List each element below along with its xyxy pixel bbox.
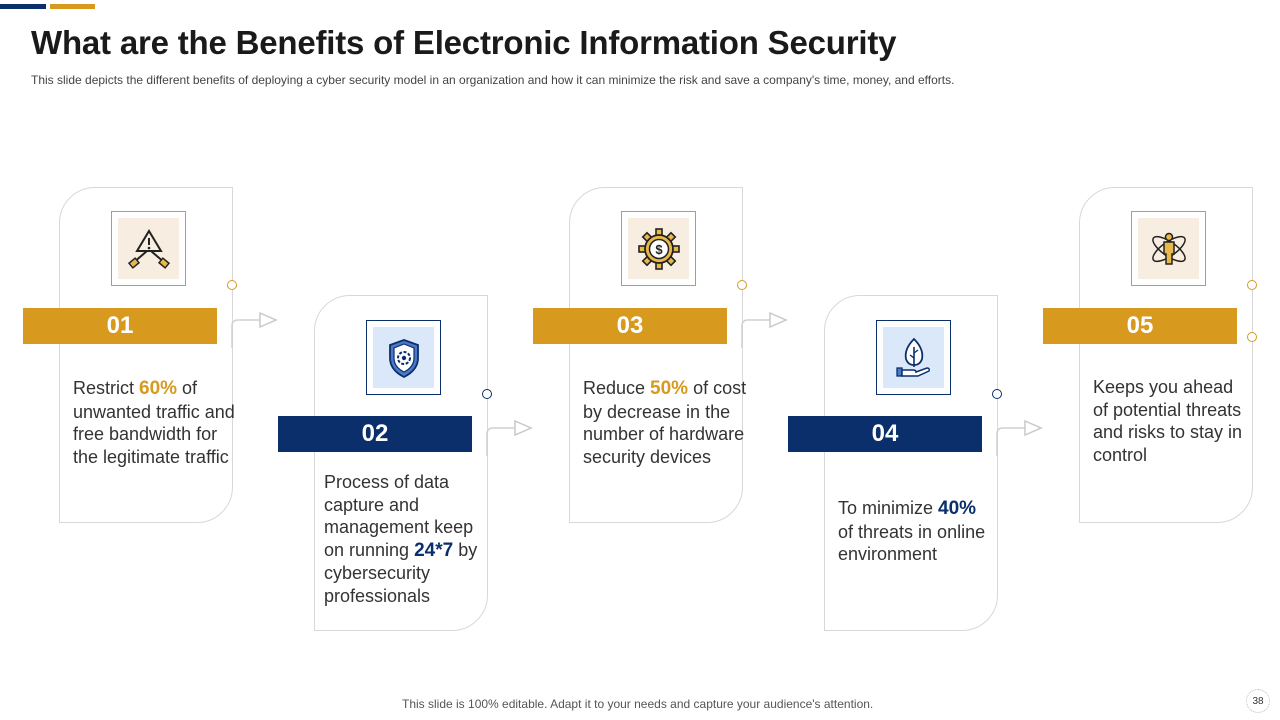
number-banner-05: 05 bbox=[1043, 308, 1237, 344]
benefit-text-02: Process of data capture and management keep on running 24*7 by cybersecurity professionals bbox=[324, 472, 478, 606]
card-dot-04 bbox=[992, 389, 1002, 399]
slide-title: What are the Benefits of Electronic Information Security bbox=[31, 24, 897, 61]
dollar-gear-icon bbox=[636, 226, 682, 272]
icon-frame-05 bbox=[1131, 211, 1206, 286]
connector-arrow-02 bbox=[485, 420, 535, 458]
number-banner-03: 03 bbox=[533, 308, 727, 344]
benefit-text-05: Keeps you ahead of potential threats and risks to stay in control bbox=[1093, 377, 1243, 465]
benefit-text-04: To minimize 40% of threats in online environment bbox=[838, 498, 986, 564]
number-banner-04: 04 bbox=[788, 416, 982, 452]
icon-frame-04 bbox=[876, 320, 951, 395]
icon-frame-01 bbox=[111, 211, 186, 286]
connector-arrow-03 bbox=[740, 312, 790, 350]
atom-person-icon bbox=[1145, 225, 1193, 273]
icon-frame-02 bbox=[366, 320, 441, 395]
number-banner-01: 01 bbox=[23, 308, 217, 344]
connector-arrow-04 bbox=[995, 420, 1045, 458]
page-number: 38 bbox=[1246, 689, 1270, 713]
connector-arrow-01 bbox=[230, 312, 280, 350]
card-dot-02 bbox=[482, 389, 492, 399]
top-accent-gold bbox=[50, 4, 95, 9]
shield-gear-icon bbox=[382, 336, 426, 380]
card-dot-01 bbox=[227, 280, 237, 290]
icon-frame-03 bbox=[621, 211, 696, 286]
card-dot-05-lower bbox=[1247, 332, 1257, 342]
slide-subtitle: This slide depicts the different benefits of deploying a cyber security model in an organization and how it can minimize the risk and save a company's time, money, and efforts. bbox=[31, 73, 955, 87]
svg-text:$: $ bbox=[654, 241, 663, 257]
benefit-text-01: Restrict 60% of unwanted traffic and free bandwidth for the legitimate traffic bbox=[73, 378, 235, 467]
hand-plant-icon bbox=[891, 335, 937, 381]
number-banner-02: 02 bbox=[278, 416, 472, 452]
card-dot-05-upper bbox=[1247, 280, 1257, 290]
top-accent-navy bbox=[0, 4, 46, 9]
hazard-icon bbox=[125, 225, 173, 273]
card-dot-03 bbox=[737, 280, 747, 290]
benefit-text-03: Reduce 50% of cost by decrease in the number of hardware security devices bbox=[583, 378, 747, 467]
